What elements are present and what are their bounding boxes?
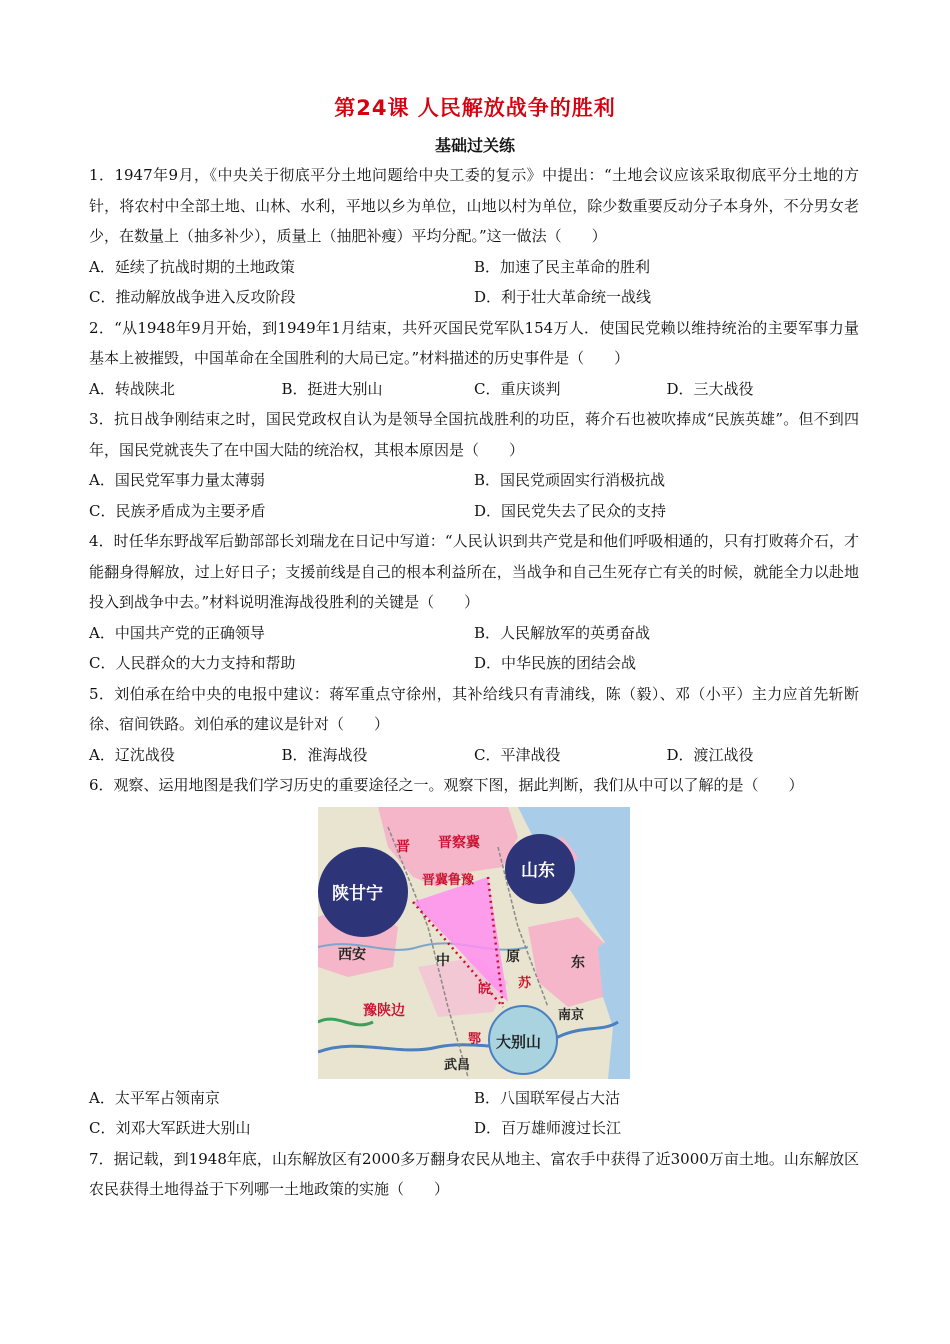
option-group bbox=[89, 252, 859, 313]
label-zhong: 中 bbox=[436, 952, 450, 969]
question-5 bbox=[89, 679, 859, 771]
option-b: B．挺进大别山 bbox=[281, 379, 383, 398]
option-c: C．推动解放战争进入反攻阶段 bbox=[89, 288, 296, 306]
option-a: A．太平军占领南京 bbox=[89, 1088, 220, 1107]
option-d: D．三大战役 bbox=[666, 379, 754, 398]
label-dong: 东 bbox=[571, 954, 585, 971]
label-jinchaji: 晋察冀 bbox=[438, 834, 480, 851]
option-group bbox=[89, 740, 859, 771]
question-list bbox=[89, 160, 859, 1205]
label-dabieshan: 大别山 bbox=[496, 1032, 542, 1051]
option-b: B．国民党顽固实行消极抗战 bbox=[474, 471, 666, 489]
label-shandong: 山东 bbox=[521, 860, 555, 881]
question-6 bbox=[89, 770, 859, 1144]
option-c: C．人民群众的大力支持和帮助 bbox=[89, 654, 296, 672]
question-stem: 5．刘伯承在给中央的电报中建议：蒋军重点守徐州，其补给线只有青浦线，陈（毅）、邓（小平）主力应首先斩断徐、宿间铁路。刘伯承的建议是针对（ ） bbox=[89, 684, 859, 733]
question-7 bbox=[89, 1144, 859, 1205]
option-c: C．平津战役 bbox=[474, 745, 561, 764]
label-yushaanbian: 豫陕边 bbox=[363, 1002, 405, 1019]
question-stem: 6．观察、运用地图是我们学习历史的重要途径之一。观察下图，据此判断，我们从中可以了解的是（ ） bbox=[89, 776, 804, 794]
label-su: 苏 bbox=[518, 975, 532, 991]
map-figure bbox=[89, 807, 859, 1079]
option-d: D．百万雄师渡过长江 bbox=[474, 1119, 622, 1137]
question-stem: 1．1947年9月，《中央关于彻底平分土地问题给中央工委的复示》中提出：“土地会议应该采取彻底平分土地的方针，将农村中全部土地、山林、水利，平地以乡为单位，山地以村为单位，除少数重要反动分子本身外，不分男女老少，在数量上（抽多补少），质量上（抽肥补瘦）平均分配。”这一做法（ ） bbox=[89, 166, 859, 245]
page-title: 第24课 人民解放战争的胜利 bbox=[334, 96, 616, 120]
option-b: B．加速了民主革命的胜利 bbox=[474, 257, 651, 276]
option-d: D．利于壮大革命统一战线 bbox=[474, 288, 652, 306]
historical-map bbox=[318, 807, 630, 1079]
question-2 bbox=[89, 313, 859, 405]
label-nanjing: 南京 bbox=[558, 1007, 585, 1023]
option-group bbox=[89, 465, 859, 526]
question-stem: 2．“从1948年9月开始，到1949年1月结束，共歼灭国民党军队154万人．使国民党赖以维持统治的主要军事力量基本上被摧毁，中国革命在全国胜利的大局已定。”材料描述的历史事件是（ ） bbox=[89, 318, 859, 367]
label-yuan: 原 bbox=[506, 948, 520, 965]
question-stem: 3．抗日战争刚结束之时，国民党政权自认为是领导全国抗战胜利的功臣，蒋介石也被吹捧成“民族英雄”。但不到四年，国民党就丧失了在中国大陆的统治权，其根本原因是（ ） bbox=[89, 410, 859, 459]
option-b: B．淮海战役 bbox=[281, 745, 368, 764]
option-d: D．国民党失去了民众的支持 bbox=[474, 501, 667, 520]
option-c: C．重庆谈判 bbox=[474, 379, 561, 398]
label-e: 鄂 bbox=[468, 1031, 482, 1047]
label-xian: 西安 bbox=[338, 946, 366, 963]
option-b: B．人民解放军的英勇奋战 bbox=[474, 623, 651, 642]
question-1 bbox=[89, 160, 859, 313]
option-c: C．刘邓大军跃进大别山 bbox=[89, 1119, 251, 1137]
question-4 bbox=[89, 526, 859, 679]
option-group bbox=[89, 618, 859, 679]
label-jinjilu: 晋冀鲁豫 bbox=[422, 872, 475, 888]
option-a: A．中国共产党的正确领导 bbox=[89, 623, 265, 642]
option-a: A．辽沈战役 bbox=[89, 745, 175, 764]
option-d: D．渡江战役 bbox=[666, 745, 754, 764]
label-wuchang: 武昌 bbox=[444, 1057, 471, 1073]
option-group bbox=[89, 374, 859, 405]
question-stem: 7．据记载，到1948年底，山东解放区有2000多万翻身农民从地主、富农手中获得了近3000万亩土地。山东解放区农民获得土地得益于下列哪一土地政策的实施（ ） bbox=[89, 1149, 859, 1198]
option-a: A．国民党军事力量太薄弱 bbox=[89, 471, 265, 489]
option-a: A．延续了抗战时期的土地政策 bbox=[89, 257, 295, 276]
option-group bbox=[89, 1083, 859, 1144]
option-d: D．中华民族的团结会战 bbox=[474, 654, 637, 672]
label-wan: 皖 bbox=[478, 981, 492, 997]
option-b: B．八国联军侵占大沽 bbox=[474, 1088, 621, 1107]
section-subtitle: 基础过关练 bbox=[434, 136, 515, 155]
label-jin: 晋 bbox=[396, 838, 410, 855]
option-c: C．民族矛盾成为主要矛盾 bbox=[89, 501, 266, 520]
question-stem: 4．时任华东野战军后勤部部长刘瑞龙在日记中写道：“人民认识到共产党是和他们呼吸相通的，只有打败蒋介石，才能翻身得解放，过上好日子；支援前线是自己的根本利益所在，当战争和自己生死存亡有关的时候，就能全力以赴地投入到战争中去。”材料说明淮海战役胜利的关键是（ ） bbox=[89, 532, 859, 611]
option-a: A．转战陕北 bbox=[89, 379, 175, 398]
label-shaanganning: 陕甘宁 bbox=[332, 883, 383, 904]
question-3 bbox=[89, 404, 859, 526]
